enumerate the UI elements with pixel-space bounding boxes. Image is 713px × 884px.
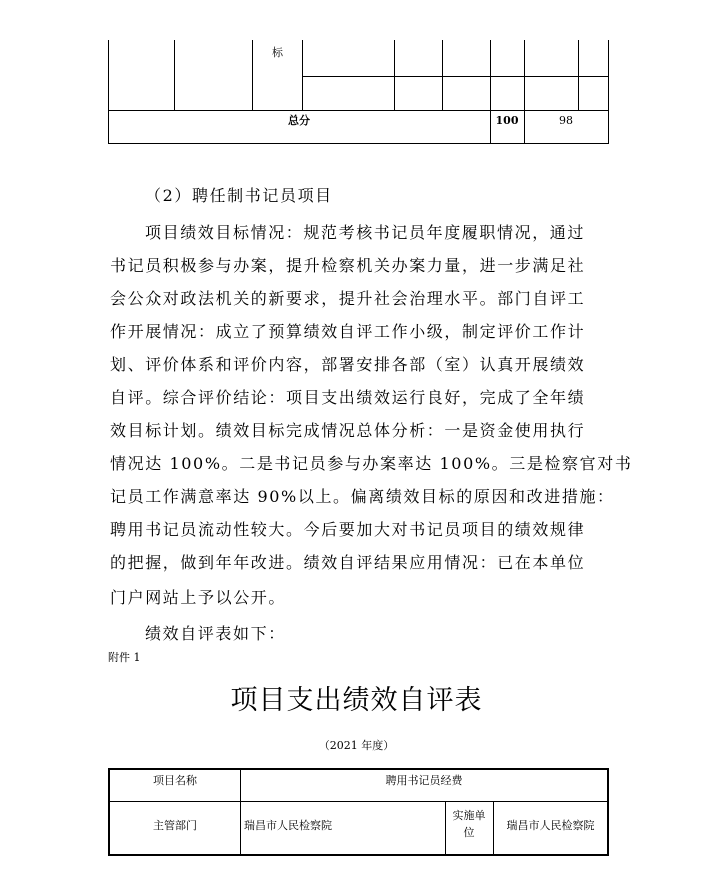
table-border [524,40,525,144]
project-name-label: 项目名称 [153,774,197,787]
table-border [108,801,609,802]
impl-unit-label: 实施单位 [452,809,486,839]
table-intro: 绩效自评表如下： [145,624,286,643]
impl-unit-value: 瑞昌市人民检察院 [506,819,595,832]
table-border [608,40,609,144]
table-border [108,768,609,770]
table-border [302,40,303,110]
paragraph-line: 记员工作满意率达 90%以上。偏离绩效目标的原因和改进措施： [110,487,615,506]
paragraph-line: 划、评价体系和评价内容，部署安排各部（室）认真开展绩效 [110,355,586,374]
table-border [394,40,395,110]
table-border [174,40,175,110]
project-name-value: 聘用书记员经费 [385,774,463,787]
paragraph-line: 效目标计划。绩效目标完成情况总体分析：一是资金使用执行 [110,421,586,440]
table-border [445,801,446,856]
paragraph-line: 情况达 100%。二是书记员参与办案率达 100%。三是检察官对书 [110,454,633,473]
paragraph-line: 作开展情况：成立了预算绩效自评工作小级，制定评价工作计 [110,322,586,341]
table-border [442,40,443,110]
section-heading: （2）聘任制书记员项目 [145,186,333,205]
paragraph-line: 的把握，做到年年改进。绩效自评结果应用情况：已在本单位 [110,553,586,572]
dept-value: 瑞昌市人民检察院 [244,819,332,832]
table-border [108,143,609,144]
paragraph-line: 自评。综合评价结论：项目支出绩效运行良好，完成了全年绩 [110,388,586,407]
paragraph-line: 会公众对政法机关的新要求，提升社会治理水平。部门自评工 [110,289,586,308]
total-actual-score: 98 [559,114,573,127]
table-border [607,768,609,856]
paragraph-line: 书记员积极参与办案，提升检察机关办案力量，进一步满足社 [110,256,586,275]
attachment-label: 附件 1 [108,651,141,664]
table-border [108,854,609,856]
total-full-score: 100 [495,114,519,127]
page-title: 项目支出绩效自评表 [230,685,483,716]
paragraph-line: 门户网站上予以公开。 [110,588,287,607]
table-border [302,76,609,77]
table-border [108,40,109,144]
paragraph-line: 聘用书记员流动性较大。今后要加大对书记员项目的绩效规律 [110,520,586,539]
cell-biao: 标 [272,46,283,59]
table-border [490,40,491,144]
total-score-label: 总分 [288,114,310,127]
table-border [108,110,609,111]
dept-label: 主管部门 [153,819,197,832]
table-border [578,40,579,110]
year-label: （2021 年度） [318,739,395,752]
paragraph-line: 项目绩效目标情况：规范考核书记员年度履职情况，通过 [145,223,586,242]
